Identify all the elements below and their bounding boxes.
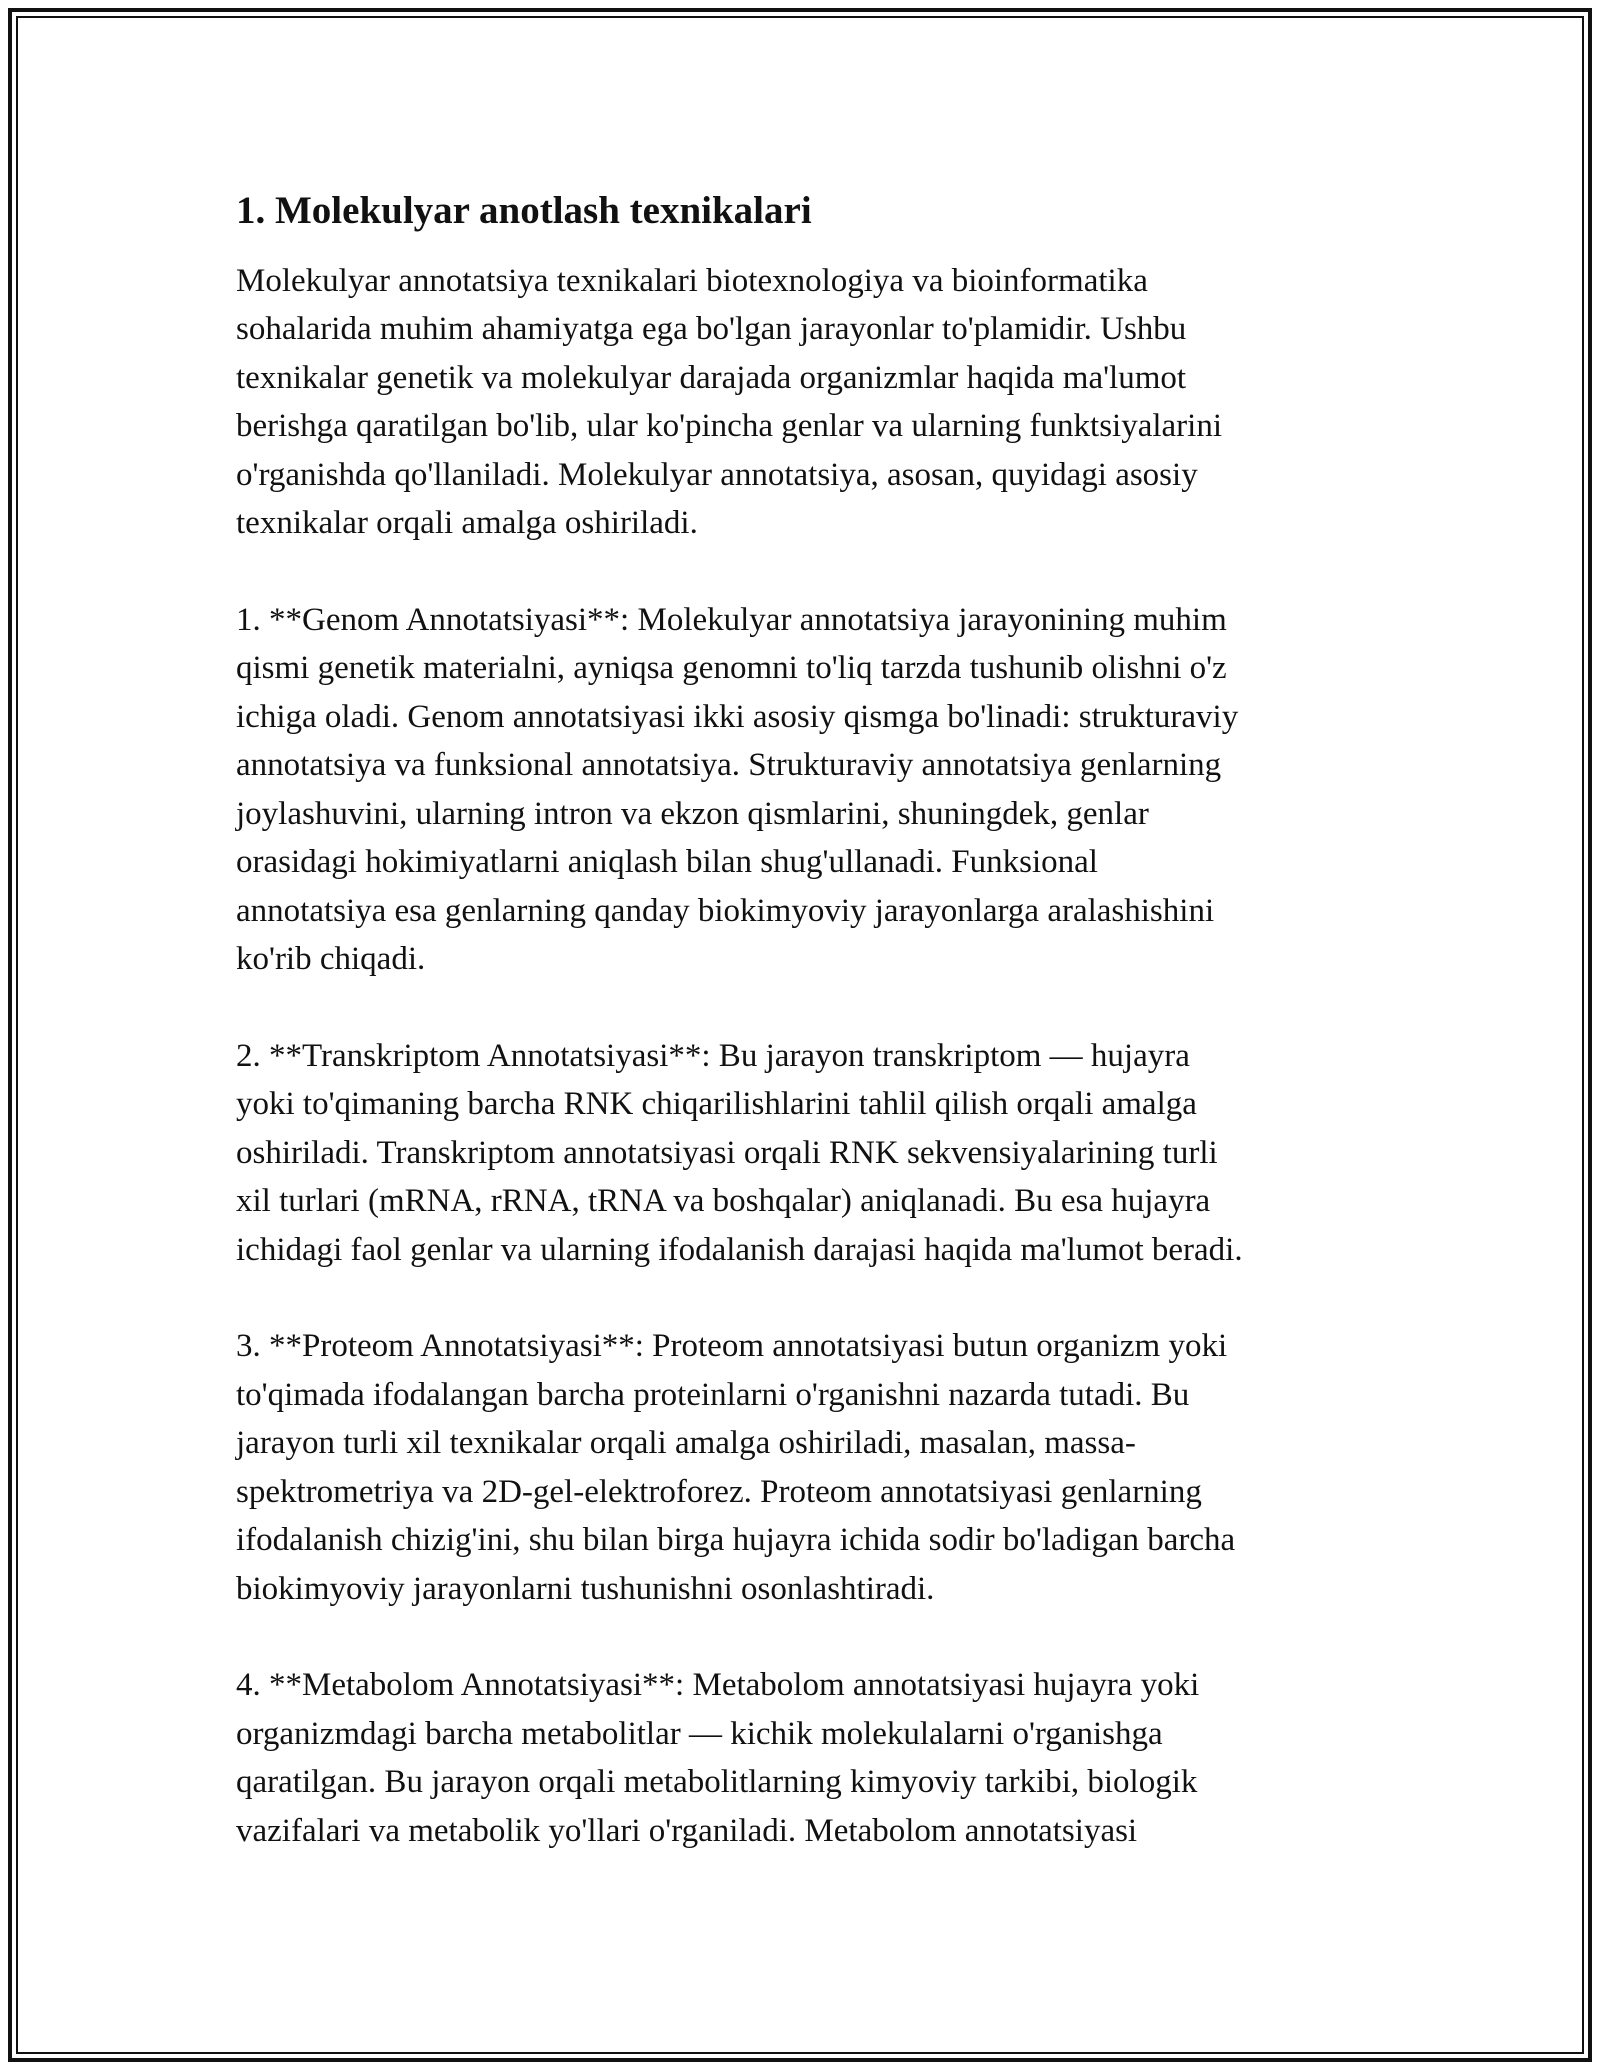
paragraph	[236, 1322, 1366, 1613]
paragraph	[236, 257, 1366, 548]
paragraph-line: texnikalar orqali amalga oshiriladi.	[236, 505, 698, 542]
paragraph-line: texnikalar genetik va molekulyar darajada organizmlar haqida ma'lumot	[236, 359, 1187, 396]
paragraph-line: vazifalari va metabolik yo'llari o'rganiladi. Metabolom annotatsiyasi	[236, 1812, 1138, 1849]
paragraph-line: Molekulyar annotatsiya texnikalari biotexnologiya va bioinformatika	[236, 262, 1148, 299]
paragraph-line: ifodalanish chizig'ini, shu bilan birga hujayra ichida sodir bo'ladigan barcha	[236, 1522, 1236, 1559]
paragraph	[236, 1032, 1366, 1275]
paragraph-line: spektrometriya va 2D-gel-elektroforez. Proteom annotatsiyasi genlarning	[236, 1473, 1202, 1510]
paragraph-line: 2. **Transkriptom Annotatsiyasi**: Bu jarayon transkriptom — hujayra	[236, 1037, 1190, 1074]
paragraph-line: ichidagi faol genlar va ularning ifodalanish darajasi haqida ma'lumot beradi.	[236, 1231, 1243, 1268]
paragraph-line: sohalarida muhim ahamiyatga ega bo'lgan jarayonlar to'plamidir. Ushbu	[236, 311, 1187, 348]
paragraph-line: orasidagi hokimiyatlarni aniqlash bilan shug'ullanadi. Funksional	[236, 844, 1098, 881]
paragraph-line: jarayon turli xil texnikalar orqali amalga oshiriladi, masalan, massa-	[236, 1425, 1136, 1462]
paragraph-line: berishga qaratilgan bo'lib, ular ko'pincha genlar va ularning funktsiyalarini	[236, 408, 1223, 445]
paragraph-line: ko'rib chiqadi.	[236, 941, 426, 978]
paragraph	[236, 1661, 1366, 1855]
paragraph-line: qismi genetik materialni, ayniqsa genomni to'liq tarzda tushunib olishni o'z	[236, 650, 1227, 687]
paragraph-line: organizmdagi barcha metabolitlar — kichik molekulalarni o'rganishga	[236, 1715, 1163, 1752]
paragraph-line: ichiga oladi. Genom annotatsiyasi ikki asosiy qismga bo'linadi: strukturaviy	[236, 698, 1239, 735]
paragraph	[236, 596, 1366, 984]
paragraph-line: biokimyoviy jarayonlarni tushunishni osonlashtiradi.	[236, 1570, 935, 1607]
paragraph-line: qaratilgan. Bu jarayon orqali metabolitlarning kimyoviy tarkibi, biologik	[236, 1764, 1198, 1801]
paragraph-line: xil turlari (mRNA, rRNA, tRNA va boshqalar) aniqlanadi. Bu esa hujayra	[236, 1183, 1211, 1220]
paragraph-line: 4. **Metabolom Annotatsiyasi**: Metabolom annotatsiyasi hujayra yoki	[236, 1667, 1200, 1704]
paragraph-line: annotatsiya esa genlarning qanday biokimyoviy jarayonlarga aralashishini	[236, 892, 1215, 929]
paragraph-line: joylashuvini, ularning intron va ekzon qismlarini, shuningdek, genlar	[236, 795, 1149, 832]
paragraph-list	[236, 257, 1366, 1856]
paragraph-line: o'rganishda qo'llaniladi. Molekulyar annotatsiya, asosan, quyidagi asosiy	[236, 456, 1198, 493]
document-body	[236, 188, 1366, 1855]
paragraph-line: to'qimada ifodalangan barcha proteinlarni o'rganishni nazarda tutadi. Bu	[236, 1376, 1190, 1413]
paragraph-line: annotatsiya va funksional annotatsiya. Strukturaviy annotatsiya genlarning	[236, 747, 1222, 784]
paragraph-line: yoki to'qimaning barcha RNK chiqarilishlarini tahlil qilish orqali amalga	[236, 1086, 1197, 1123]
paragraph-line: 3. **Proteom Annotatsiyasi**: Proteom annotatsiyasi butun organizm yoki	[236, 1328, 1228, 1365]
paragraph-line: 1. **Genom Annotatsiyasi**: Molekulyar annotatsiya jarayonining muhim	[236, 601, 1227, 638]
section-heading: 1. Molekulyar anotlash texnikalari	[236, 189, 812, 232]
paragraph-line: oshiriladi. Transkriptom annotatsiyasi orqali RNK sekvensiyalarining turli	[236, 1134, 1218, 1171]
